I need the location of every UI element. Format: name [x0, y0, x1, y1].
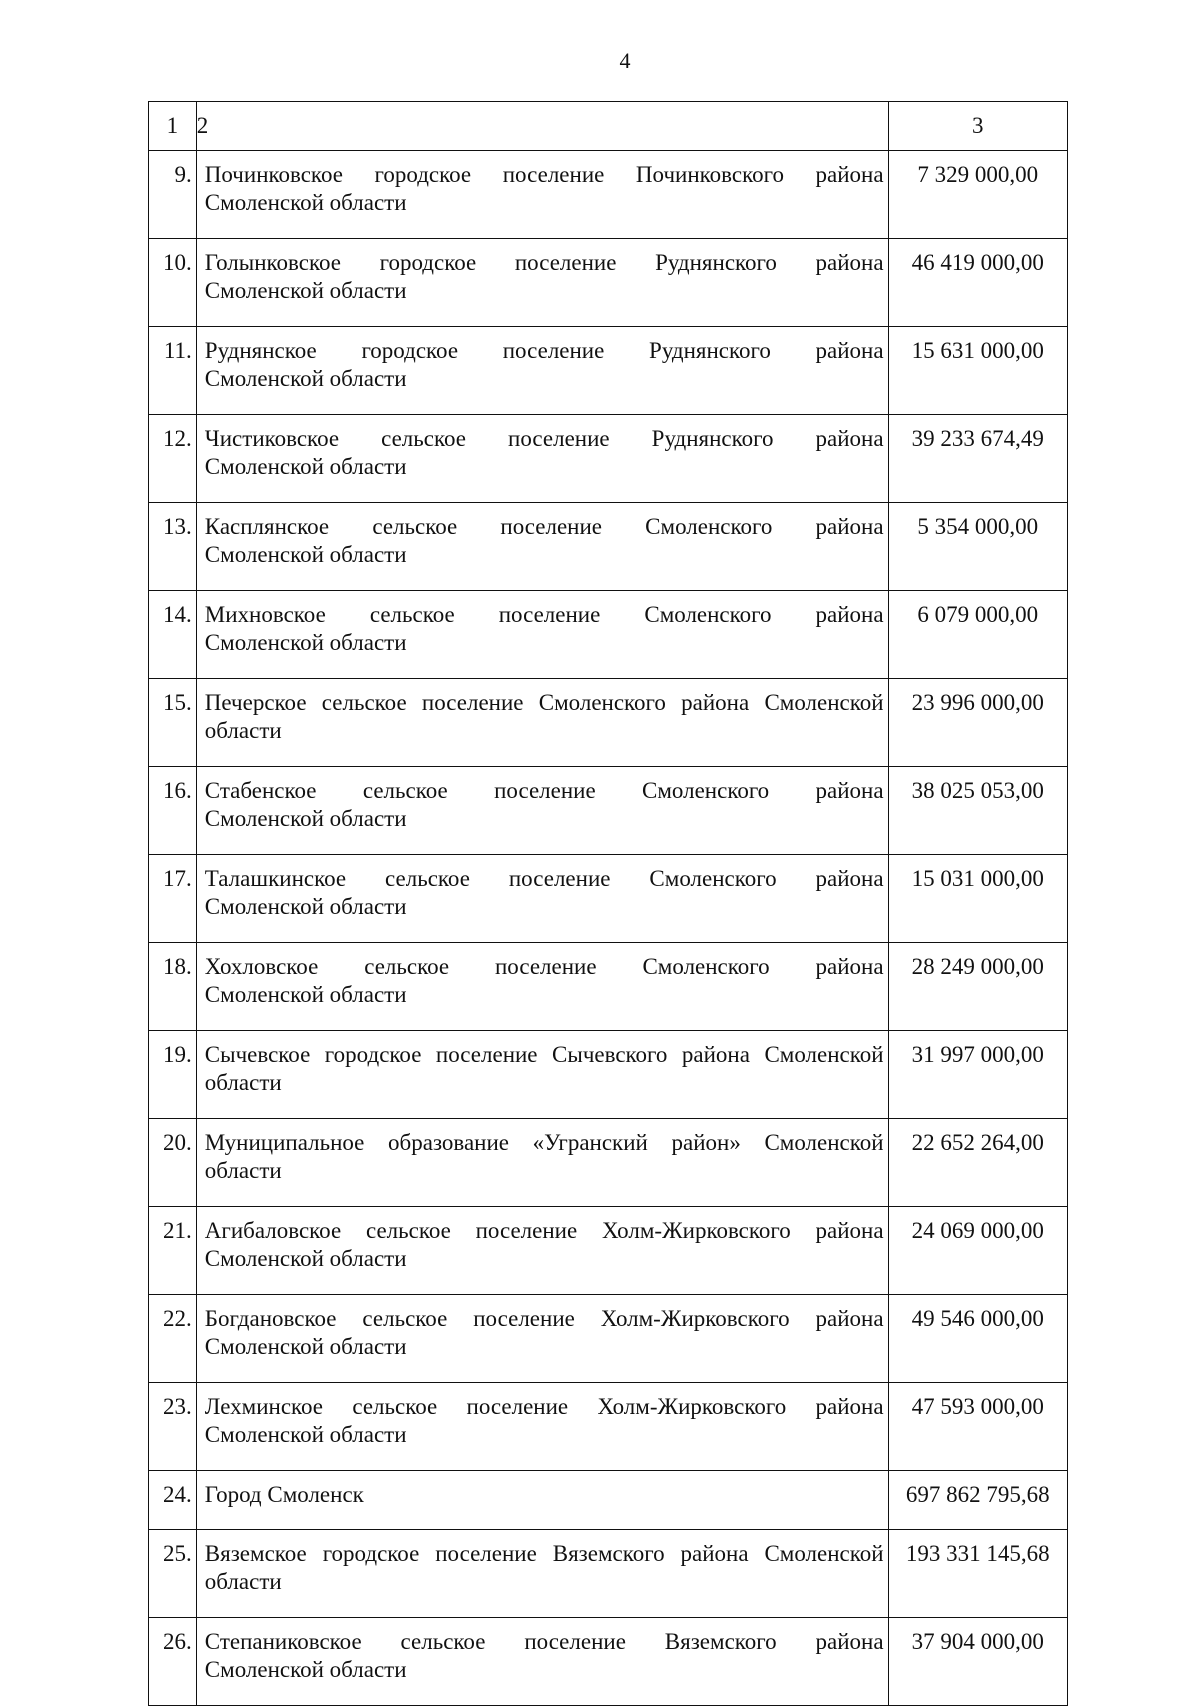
row-number: 9.	[149, 151, 197, 239]
municipality-name-line-2: Смоленской области	[204, 806, 407, 831]
municipality-name-line-2: Смоленской области	[204, 1334, 407, 1359]
municipality-name	[196, 151, 888, 239]
row-number: 19.	[149, 1031, 197, 1119]
municipality-name-line-2: Смоленской области	[204, 190, 407, 215]
amount: 697 862 795,68	[888, 1471, 1067, 1530]
amount: 22 652 264,00	[888, 1119, 1067, 1207]
municipality-name-line-2: области	[204, 1070, 282, 1095]
table-row	[149, 1207, 1068, 1295]
municipality-name-line-1: Печерское сельское поселение Смоленского района Смоленской	[204, 690, 884, 715]
municipality-name-line-1: Руднянское городское поселение Руднянского района	[204, 338, 884, 363]
municipality-name	[196, 1383, 888, 1471]
municipality-name	[196, 327, 888, 415]
municipality-name-line-2: Смоленской области	[204, 542, 407, 567]
table-row	[149, 1295, 1068, 1383]
table-row	[149, 943, 1068, 1031]
amount: 15 031 000,00	[888, 855, 1067, 943]
header-col-3: 3	[888, 102, 1067, 151]
municipality-name-line-1: Богдановское сельское поселение Холм-Жирковского района	[204, 1306, 884, 1331]
municipality-name-line-1: Агибаловское сельское поселение Холм-Жирковского района	[204, 1218, 884, 1243]
municipality-name	[196, 1119, 888, 1207]
municipality-name-line-1: Вяземское городское поселение Вяземского района Смоленской	[204, 1541, 884, 1566]
table-row	[149, 591, 1068, 679]
row-number: 20.	[149, 1119, 197, 1207]
amount: 46 419 000,00	[888, 239, 1067, 327]
row-number: 15.	[149, 679, 197, 767]
municipality-name-line-1: Чистиковское сельское поселение Руднянского района	[204, 426, 884, 451]
table-row	[149, 1383, 1068, 1471]
table-row	[149, 239, 1068, 327]
table-body	[149, 102, 1068, 1706]
amount: 193 331 145,68	[888, 1530, 1067, 1618]
municipality-name-line-2: Смоленской области	[204, 1246, 407, 1271]
municipality-name-line-1: Степаниковское сельское поселение Вяземского района	[204, 1629, 884, 1654]
table-header-row	[149, 102, 1068, 151]
header-col-2: 2	[196, 102, 888, 151]
municipality-name	[196, 767, 888, 855]
municipality-name-line-2: области	[204, 718, 282, 743]
page-number: 4	[619, 48, 631, 73]
amount: 6 079 000,00	[888, 591, 1067, 679]
row-number: 16.	[149, 767, 197, 855]
municipality-name-line-1: Починковское городское поселение Починковского района	[204, 162, 884, 187]
municipality-name	[196, 1618, 888, 1706]
row-number: 23.	[149, 1383, 197, 1471]
table-row	[149, 767, 1068, 855]
row-number: 18.	[149, 943, 197, 1031]
municipality-name	[196, 1031, 888, 1119]
amount: 15 631 000,00	[888, 327, 1067, 415]
municipality-name	[196, 1530, 888, 1618]
amount: 37 904 000,00	[888, 1618, 1067, 1706]
municipality-name	[196, 591, 888, 679]
municipality-name-line-1: Касплянское сельское поселение Смоленского района	[204, 514, 884, 539]
municipality-name-line-2: Смоленской области	[204, 1422, 407, 1447]
municipality-name-line-1: Хохловское сельское поселение Смоленского района	[204, 954, 884, 979]
table-row	[149, 415, 1068, 503]
table-row	[149, 1119, 1068, 1207]
municipality-name-line-2: Смоленской области	[204, 366, 407, 391]
municipality-name-line-1: Город Смоленск	[204, 1482, 364, 1507]
municipality-name-line-1: Голынковское городское поселение Руднянского района	[204, 250, 884, 275]
municipality-name-line-1: Сычевское городское поселение Сычевского района Смоленской	[204, 1042, 884, 1067]
municipality-name-line-1: Лехминское сельское поселение Холм-Жирковского района	[204, 1394, 884, 1419]
amount: 31 997 000,00	[888, 1031, 1067, 1119]
municipality-name-line-2: области	[204, 1569, 282, 1594]
table-row	[149, 1530, 1068, 1618]
municipality-name-line-1: Михновское сельское поселение Смоленского района	[204, 602, 884, 627]
municipality-name-line-2: Смоленской области	[204, 894, 407, 919]
municipality-name-line-2: Смоленской области	[204, 454, 407, 479]
municipality-name	[196, 1295, 888, 1383]
amount: 38 025 053,00	[888, 767, 1067, 855]
amount: 39 233 674,49	[888, 415, 1067, 503]
amount: 7 329 000,00	[888, 151, 1067, 239]
table-row	[149, 503, 1068, 591]
row-number: 11.	[149, 327, 197, 415]
table-row	[149, 1031, 1068, 1119]
municipality-name	[196, 415, 888, 503]
municipality-name-line-1: Муниципальное образование «Угранский район» Смоленской	[204, 1130, 884, 1155]
row-number: 13.	[149, 503, 197, 591]
row-number: 26.	[149, 1618, 197, 1706]
municipality-name	[196, 503, 888, 591]
municipality-name-line-1: Стабенское сельское поселение Смоленского района	[204, 778, 884, 803]
municipality-name	[196, 1207, 888, 1295]
row-number: 25.	[149, 1530, 197, 1618]
header-col-1: 1	[149, 102, 197, 151]
row-number: 14.	[149, 591, 197, 679]
row-number: 21.	[149, 1207, 197, 1295]
municipality-name	[196, 855, 888, 943]
municipality-name-line-2: Смоленской области	[204, 1657, 407, 1682]
municipality-name	[196, 239, 888, 327]
amount: 47 593 000,00	[888, 1383, 1067, 1471]
table-row	[149, 327, 1068, 415]
row-number: 22.	[149, 1295, 197, 1383]
table-row	[149, 151, 1068, 239]
amount: 23 996 000,00	[888, 679, 1067, 767]
row-number: 24.	[149, 1471, 197, 1530]
municipality-name-line-2: Смоленской области	[204, 630, 407, 655]
row-number: 10.	[149, 239, 197, 327]
amount: 49 546 000,00	[888, 1295, 1067, 1383]
municipality-name-line-2: Смоленской области	[204, 982, 407, 1007]
municipality-name	[196, 943, 888, 1031]
table-row	[149, 679, 1068, 767]
row-number: 17.	[149, 855, 197, 943]
table-row	[149, 855, 1068, 943]
municipality-name-line-1: Талашкинское сельское поселение Смоленского района	[204, 866, 884, 891]
amount: 28 249 000,00	[888, 943, 1067, 1031]
amount: 24 069 000,00	[888, 1207, 1067, 1295]
allocation-table	[148, 101, 1068, 1706]
row-number: 12.	[149, 415, 197, 503]
municipality-name-line-2: области	[204, 1158, 282, 1183]
amount: 5 354 000,00	[888, 503, 1067, 591]
table-row	[149, 1618, 1068, 1706]
municipality-name-line-2: Смоленской области	[204, 278, 407, 303]
municipality-name	[196, 1471, 888, 1530]
municipality-name	[196, 679, 888, 767]
table-row	[149, 1471, 1068, 1530]
